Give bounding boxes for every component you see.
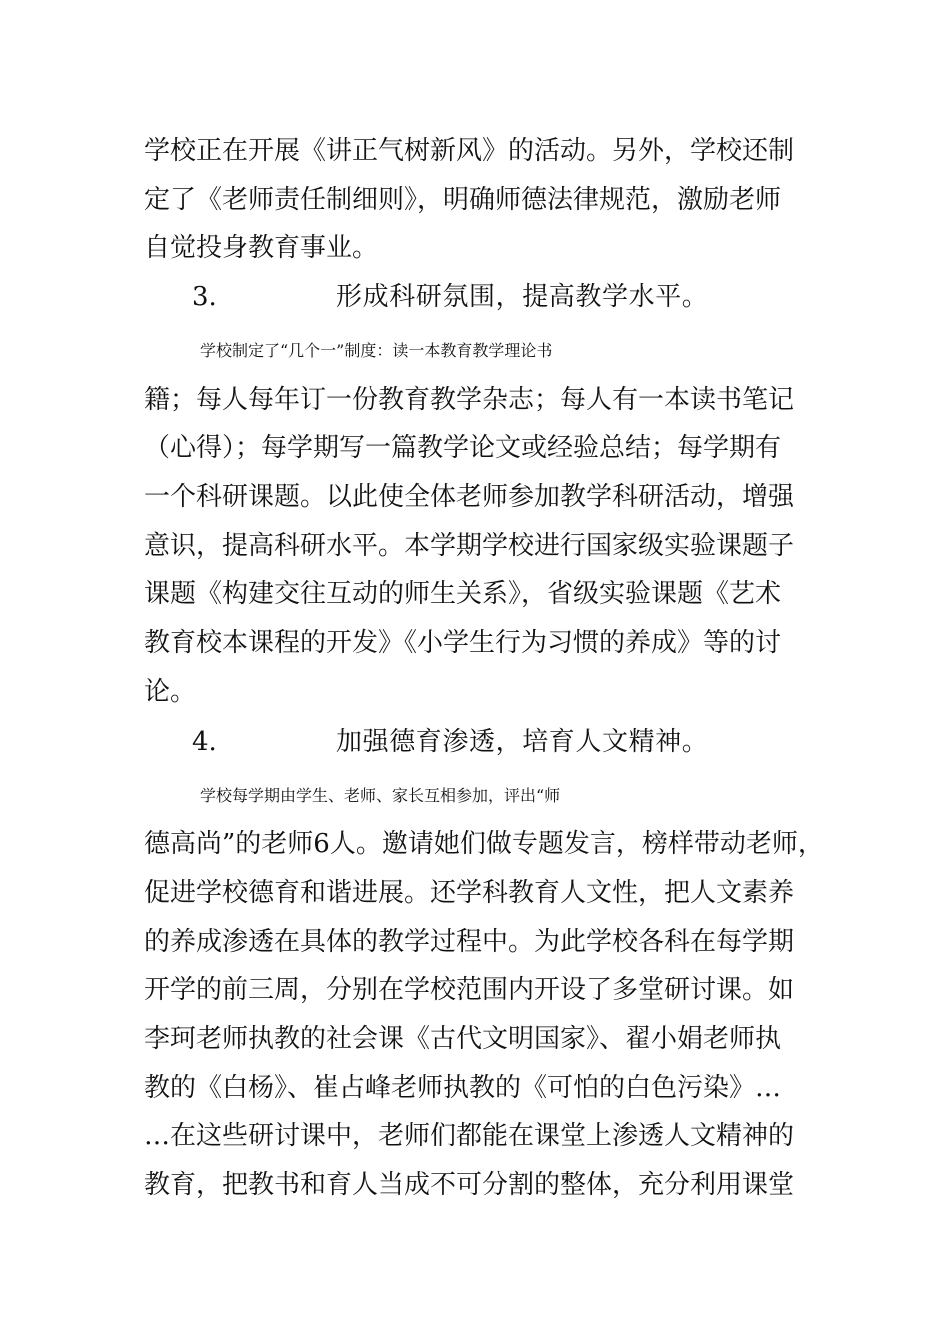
paragraph-line: 一个科研课题。以此使全体老师参加教学科研活动，增强 (144, 482, 795, 512)
paragraph-line: 李珂老师执教的社会课《古代文明国家》、翟小娟老师执 (144, 1024, 782, 1054)
paragraph-line: 促进学校德育和谐进展。还学科教育人文性，把人文素养 (144, 878, 795, 908)
paragraph-line: 学校每学期由学生、老师、家长互相参加，评出“师 (200, 786, 561, 805)
paragraph-line: 定了《老师责任制细则》，明确师德法律规范，激励老师 (144, 185, 782, 215)
paragraph-line: 教的《白杨》、崔占峰老师执教的《可怕的白色污染》… (144, 1073, 782, 1103)
heading-number: 3. (192, 282, 217, 312)
heading-number: 4. (192, 727, 217, 757)
paragraph-line: 自觉投身教育事业。 (144, 233, 379, 263)
heading-text: 形成科研氛围，提高教学水平。 (336, 282, 709, 312)
paragraph-line: 教育，把教书和育人当成不可分割的整体，充分利用课堂 (144, 1170, 795, 1200)
heading-text: 加强德育渗透，培育人文精神。 (336, 727, 709, 757)
paragraph-line: 教育校本课程的开发》《小学生行为习惯的养成》等的讨 (144, 628, 782, 658)
paragraph-line: 学校正在开展《讲正气树新风》的活动。另外，学校还制 (144, 136, 795, 166)
paragraph-line: 学校制定了“几个一”制度：读一本教育教学理论书 (200, 341, 553, 360)
paragraph-line: （心得）；每学期写一篇教学论文或经验总结；每学期有 (144, 433, 782, 463)
paragraph-line: 德高尚”的老师6人。邀请她们做专题发言，榜样带动老师， (144, 829, 824, 859)
paragraph-line: …在这些研讨课中，老师们都能在课堂上渗透人文精神的 (144, 1121, 795, 1151)
paragraph-line: 意识，提高科研水平。本学期学校进行国家级实验课题子 (144, 531, 795, 561)
paragraph-line: 籍；每人每年订一份教育教学杂志；每人有一本读书笔记 (144, 385, 795, 415)
paragraph-line: 论。 (144, 677, 197, 707)
paragraph-line: 的养成渗透在具体的教学过程中。为此学校各科在每学期 (144, 927, 795, 957)
paragraph-line: 课题《构建交往互动的师生关系》，省级实验课题《艺术 (144, 579, 782, 609)
paragraph-line: 开学的前三周，分别在学校范围内开设了多堂研讨课。如 (144, 975, 795, 1005)
